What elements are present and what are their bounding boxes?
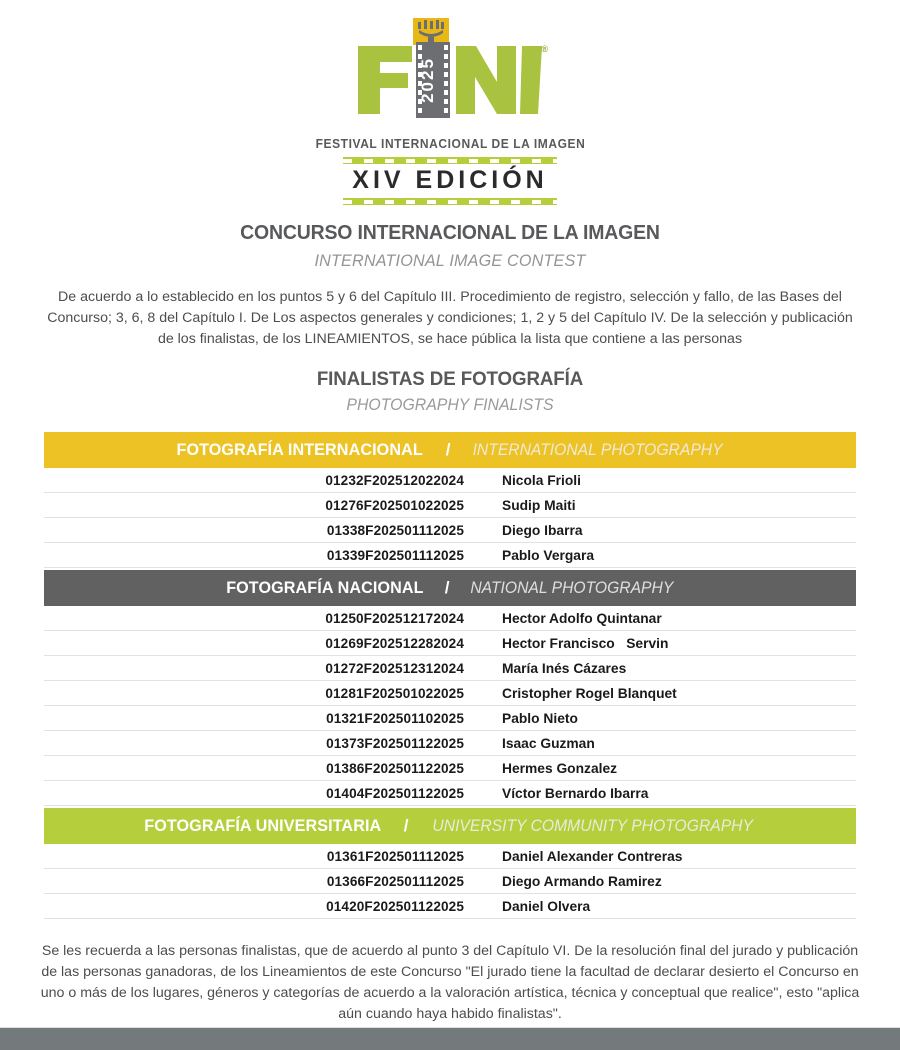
folio-number: 01276F202501022025 — [325, 497, 464, 513]
festival-tagline: FESTIVAL INTERNACIONAL DE LA IMAGEN — [315, 137, 585, 151]
folio-number: 01361F202501112025 — [326, 848, 464, 864]
finalist-name: Daniel Alexander Contreras — [502, 848, 683, 864]
finalist-name: Hermes Gonzalez — [502, 760, 618, 776]
finalist-name: Isaac Guzman — [502, 735, 595, 751]
finalist-name: Hector Francisco Servin — [502, 635, 669, 651]
folio-number: 01373F202501122025 — [326, 735, 464, 751]
table-row — [44, 894, 856, 919]
table-row — [44, 631, 856, 656]
table-row — [44, 706, 856, 731]
fini-logo-block — [0, 0, 900, 205]
finalist-name: Daniel Olvera — [502, 898, 591, 914]
category-label-es: FOTOGRAFÍA NACIONAL — [226, 578, 424, 597]
finalist-name: Sudip Maiti — [502, 497, 576, 513]
category-rows-fotografia-universitaria — [44, 844, 856, 919]
table-row — [44, 756, 856, 781]
category-header-fotografia-internacional — [44, 432, 856, 468]
edition-banner — [343, 157, 557, 205]
folio-number: 01386F202501122025 — [326, 760, 464, 776]
category-label-es: FOTOGRAFÍA INTERNACIONAL — [176, 440, 424, 459]
finalist-name: Nicola Frioli — [502, 472, 581, 488]
category-separator: / — [445, 440, 451, 459]
table-row — [44, 869, 856, 894]
table-row — [44, 518, 856, 543]
registered-mark: ® — [541, 44, 548, 54]
finalist-name: Cristopher Rogel Blanquet — [502, 685, 677, 701]
category-rows-fotografia-nacional — [44, 606, 856, 806]
bottom-accent-bar — [0, 1027, 900, 1050]
table-row — [44, 844, 856, 869]
finalist-name: María Inés Cázares — [502, 660, 627, 676]
fini-wordmark — [350, 40, 550, 118]
contest-title-es: CONCURSO INTERNACIONAL DE LA IMAGEN — [240, 221, 660, 244]
finalists-heading-es: FINALISTAS DE FOTOGRAFÍA — [316, 368, 584, 390]
category-label-en: UNIVERSITY COMMUNITY PHOTOGRAPHY — [432, 816, 754, 835]
table-row — [44, 731, 856, 756]
finalist-name: Víctor Bernardo Ibarra — [502, 785, 649, 801]
folio-number: 01404F202501122025 — [326, 785, 464, 801]
category-rows-fotografia-internacional — [44, 468, 856, 568]
svg-text:2025: 2025 — [418, 57, 437, 103]
folio-number: 01269F202512282024 — [325, 635, 464, 651]
finalist-name: Pablo Nieto — [502, 710, 578, 726]
finalists-table — [44, 432, 856, 919]
category-label-en: INTERNATIONAL PHOTOGRAPHY — [473, 440, 723, 459]
filmstrip-bottom — [343, 198, 557, 205]
finalist-name: Diego Armando Ramirez — [502, 873, 662, 889]
category-header-fotografia-universitaria — [44, 808, 856, 844]
closing-paragraph: Se les recuerda a las personas finalistas, que de acuerdo al punto 3 del Capítulo VI. De la resolución final del jurado y publicación de las personas ganadoras, de los Lineamientos de este Concurso "El jurado tiene la facultad de declarar desierto el Concurso en uno o más de los lugares, géneros y categorías de acuerdo a la valoración artística, técnica y conceptual que realice", esto "aplica aún cuando haya habido finalistas". — [40, 943, 860, 1022]
category-label-en: NATIONAL PHOTOGRAPHY — [470, 578, 674, 597]
folio-number: 01272F202512312024 — [325, 660, 464, 676]
intro-paragraph: De acuerdo a lo establecido en los puntos 5 y 6 del Capítulo III. Procedimiento de registro, selección y fallo, de las Bases del Concurso; 3, 6, 8 del Capítulo I. De Los aspectos generales y condiciones; 1, 2 y 5 del Capítulo IV. De la selección y publicación de los finalistas, de los LINEAMIENTOS, se hace pública la lista que contiene a las personas — [47, 289, 853, 347]
finalist-name: Diego Ibarra — [502, 522, 583, 538]
fini-logo-mark — [350, 18, 550, 136]
edition-label: XIV EDICIÓN — [352, 166, 548, 194]
table-row — [44, 468, 856, 493]
finalist-name: Hector Adolfo Quintanar — [502, 610, 662, 626]
folio-number: 01321F202501102025 — [326, 710, 464, 726]
folio-number: 01420F202501122025 — [326, 898, 464, 914]
category-separator: / — [403, 816, 409, 835]
table-row — [44, 656, 856, 681]
category-header-fotografia-nacional — [44, 570, 856, 606]
table-row — [44, 681, 856, 706]
folio-number: 01232F202512022024 — [325, 472, 464, 488]
category-separator: / — [444, 578, 450, 597]
folio-number: 01339F202501112025 — [326, 547, 464, 563]
folio-number: 01366F202501112025 — [326, 873, 464, 889]
folio-number: 01250F202512172024 — [325, 610, 464, 626]
folio-number: 01338F202501112025 — [326, 522, 464, 538]
table-row — [44, 493, 856, 518]
category-label-es: FOTOGRAFÍA UNIVERSITARIA — [144, 816, 382, 835]
table-row — [44, 781, 856, 806]
table-row — [44, 543, 856, 568]
folio-number: 01281F202501022025 — [325, 685, 464, 701]
contest-title-en: INTERNATIONAL IMAGE CONTEST — [314, 251, 586, 270]
filmstrip-top — [343, 157, 557, 164]
finalists-heading-en: PHOTOGRAPHY FINALISTS — [346, 396, 554, 414]
finalist-name: Pablo Vergara — [502, 547, 595, 563]
table-row — [44, 606, 856, 631]
